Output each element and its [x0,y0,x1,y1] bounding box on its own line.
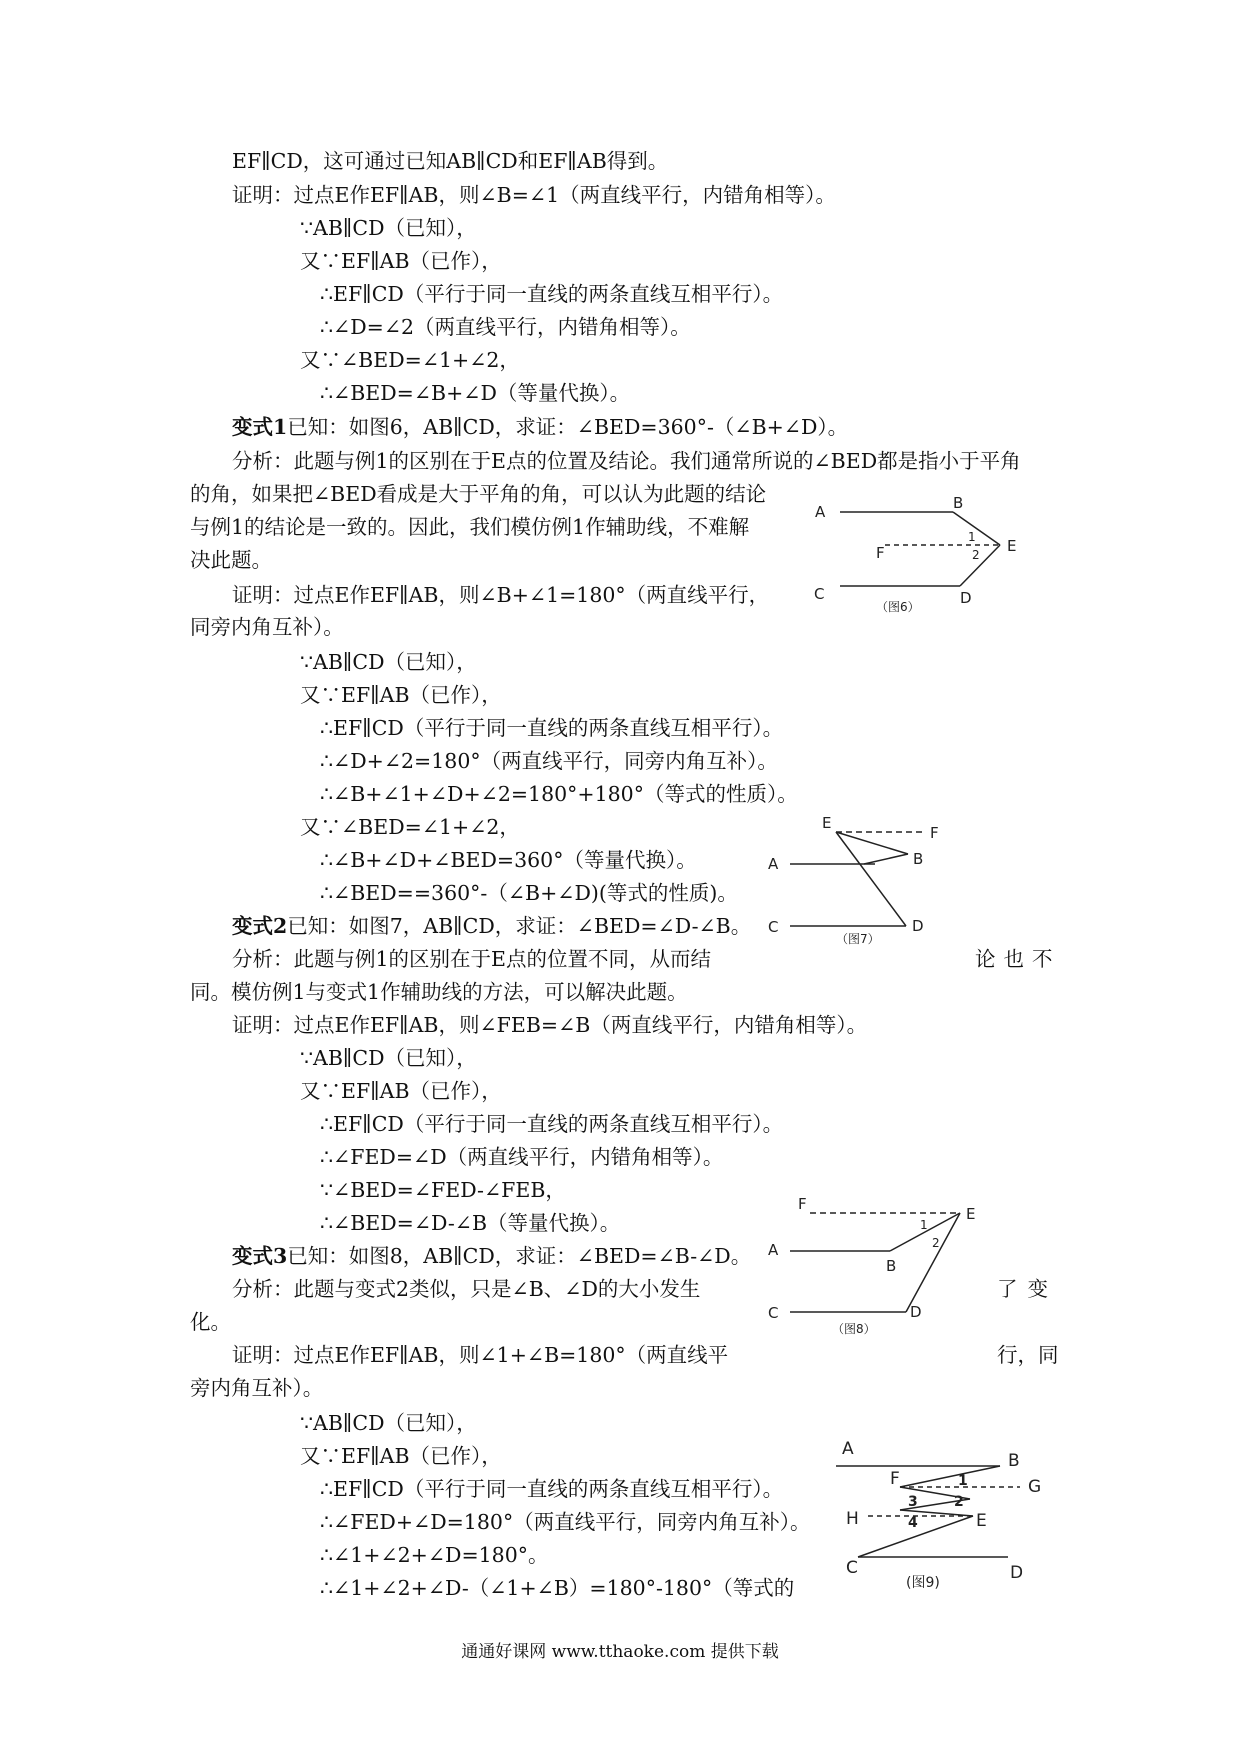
text-line: 分析：此题与变式2类似，只是∠B、∠D的大小发生 [232,1277,701,1301]
text-line: ∴∠BED=∠D-∠B（等量代换）。 [320,1211,621,1235]
text-line: ∵AB∥CD（已知）， [300,650,477,674]
text-line: ∴∠D+∠2=180°（两直线平行，同旁内角互补）。 [320,749,778,773]
text-line: 化。 [190,1310,231,1334]
angle-2-label: 2 [932,1236,940,1250]
label-c: C [768,1304,779,1322]
label-b: B [1008,1451,1020,1471]
angle-1-label: 1 [920,1218,928,1232]
angle-1-label: 1 [958,1473,968,1489]
label-a: A [842,1439,854,1459]
text-line: ∴∠FED=∠D（两直线平行，内错角相等）。 [320,1145,724,1169]
figure-7 [760,810,980,950]
label-b: B [886,1257,897,1275]
text-line: ∴EF∥CD（平行于同一直线的两条直线互相平行）。 [320,716,784,740]
label-e: E [976,1511,987,1531]
text-line: 同旁内角互补）。 [190,615,344,639]
text-line: 又∵EF∥AB（已作）， [300,249,502,273]
label-d: D [960,589,972,607]
page-footer: 通通好课网 www.tthaoke.com 提供下载 [461,1642,779,1662]
text-line: 又∵EF∥AB（已作）， [300,683,502,707]
variant-2-heading: 变式2 [232,914,288,938]
variant-3-line [232,1241,751,1271]
text-line: ∴∠BED==360°-（∠B+∠D)(等式的性质)。 [320,881,738,905]
label-d: D [1010,1563,1024,1583]
text-line: ∴∠1+∠2+∠D-（∠1+∠B）=180°-180°（等式的 [320,1576,795,1600]
text-line: 又∵EF∥AB（已作）， [300,1079,502,1103]
label-f: F [876,544,885,562]
variant-1-line [232,412,848,442]
text-line: ∵AB∥CD（已知）， [300,1046,477,1070]
text-line: 分析：此题与例1的区别在于E点的位置不同，从而结 [232,947,712,971]
label-a: A [768,1241,779,1259]
text-line: ∵∠BED=∠FED-∠FEB， [320,1178,566,1202]
text-line: 分析：此题与例1的区别在于E点的位置及结论。我们通常所说的∠BED都是指小于平角 [232,449,1021,473]
label-h: H [846,1509,859,1529]
text-line: ∴∠FED+∠D=180°（两直线平行，同旁内角互补）。 [320,1510,811,1534]
text-line: 又∵∠BED=∠1+∠2， [300,348,520,372]
text-line: 旁内角互补）。 [190,1376,324,1400]
variant-2-statement: 已知：如图7，AB∥CD，求证：∠BED=∠D-∠B。 [287,914,752,938]
text-line: 证明：过点E作EF∥AB，则∠FEB=∠B（两直线平行，内错角相等）。 [232,1013,868,1037]
variant-3-statement: 已知：如图8，AB∥CD，求证：∠BED=∠B-∠D。 [287,1244,752,1268]
text-line: 论也不 [975,947,1061,971]
text-line: 行，同 [997,1343,1059,1367]
figure-9-caption: (图9) [906,1575,940,1591]
text-line: EF∥CD，这可通过已知AB∥CD和EF∥AB得到。 [232,149,669,173]
text-line: 了变 [997,1277,1058,1301]
variant-1-heading: 变式1 [232,415,288,439]
angle-1-label: 1 [968,530,976,544]
label-f: F [890,1469,900,1489]
text-line: ∴∠BED=∠B+∠D（等量代换）。 [320,381,631,405]
variant-2-line [232,911,751,941]
figure-7-caption: （图7） [836,932,880,946]
text-line: ∴∠D=∠2（两直线平行，内错角相等）。 [320,315,691,339]
figure-8 [760,1195,990,1345]
text-line: 决此题。 [190,548,272,572]
label-f: F [930,824,939,842]
text-line: ∴EF∥CD（平行于同一直线的两条直线互相平行）。 [320,282,784,306]
angle-2-label: 2 [954,1494,964,1510]
text-line: ∴EF∥CD（平行于同一直线的两条直线互相平行）。 [320,1112,784,1136]
angle-3-label: 3 [908,1494,918,1510]
label-a: A [768,855,779,873]
angle-2-label: 2 [972,548,980,562]
label-a: A [815,503,826,521]
label-f: F [798,1195,807,1213]
label-g: G [1028,1477,1042,1497]
text-line: ∴EF∥CD（平行于同一直线的两条直线互相平行）。 [320,1477,784,1501]
label-c: C [814,585,825,603]
text-line: ∴∠B+∠D+∠BED=360°（等量代换）。 [320,848,697,872]
text-line: 证明：过点E作EF∥AB，则∠B+∠1=180°（两直线平行， [232,583,770,607]
angle-4-label: 4 [908,1515,918,1531]
label-d: D [910,1303,922,1321]
text-line: ∴∠B+∠1+∠D+∠2=180°+180°（等式的性质）。 [320,782,798,806]
text-line: ∵AB∥CD（已知）， [300,216,477,240]
figure-9 [820,1430,1060,1595]
figure-6-caption: （图6） [876,600,920,614]
text-line: ∴∠1+∠2+∠D=180°。 [320,1543,549,1567]
text-line: 证明：过点E作EF∥AB，则∠1+∠B=180°（两直线平 [232,1343,729,1367]
label-e: E [1007,537,1017,555]
text-line: 的角，如果把∠BED看成是大于平角的角，可以认为此题的结论 [190,482,767,506]
label-c: C [846,1558,858,1578]
variant-3-heading: 变式3 [232,1244,288,1268]
text-line: ∵AB∥CD（已知）， [300,1411,477,1435]
label-b: B [913,850,924,868]
text-line: 又∵EF∥AB（已作）， [300,1444,502,1468]
variant-1-statement: 已知：如图6，AB∥CD，求证：∠BED=360°-（∠B+∠D）。 [287,415,849,439]
label-e: E [966,1205,976,1223]
text-line: 与例1的结论是一致的。因此，我们模仿例1作辅助线，不难解 [190,515,750,539]
label-c: C [768,918,779,936]
figure-6 [810,495,1040,620]
text-line: 同。模仿例1与变式1作辅助线的方法，可以解决此题。 [190,980,688,1004]
figure-8-caption: （图8） [832,1322,876,1336]
label-b: B [953,495,964,512]
text-line: 又∵∠BED=∠1+∠2， [300,815,520,839]
text-line: 证明：过点E作EF∥AB，则∠B=∠1（两直线平行，内错角相等）。 [232,183,836,207]
label-e: E [822,814,832,832]
label-d: D [912,917,924,935]
